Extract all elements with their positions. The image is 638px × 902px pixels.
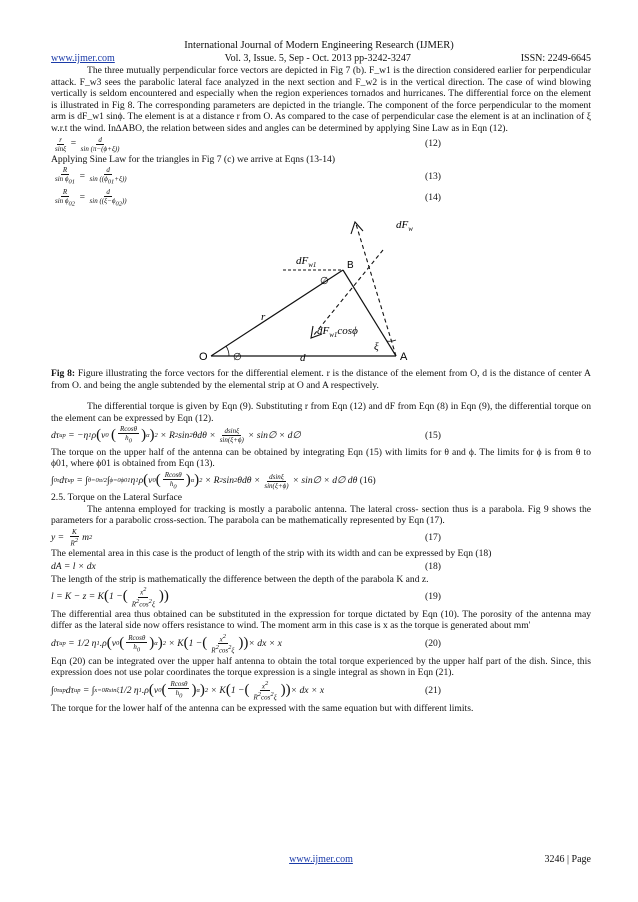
- equation-20: dτ up = 1/2 η 1 .ρ ( v 0 ( $\frac{Rcos\theta}{h_0}$ ) α ) 2 × K ( 1 − ( $\frac{x^2}{R^2\cos^2\xi}$ ) ) × dx × x (20): [51, 633, 591, 655]
- equation-14: $\frac{R}{\sin \phi_{02}}$ = $\frac{d}{\sin ((\xi-\phi_{02}))}$ (14): [51, 188, 591, 208]
- equation-12: $\frac{r}{\sin\xi}$ = $\frac{d}{\sin (\pi-(\phi+\xi))}$ (12): [51, 136, 591, 153]
- paragraph-2: Applying Sine Law for the triangles in Fig 7 (c) we arrive at Eqns (13-14): [51, 153, 336, 165]
- equation-17: y = $\frac{K}{R^2}$ m 2 (17): [51, 528, 591, 547]
- journal-link[interactable]: www.ijmer.com: [51, 53, 115, 64]
- paragraph-9: Eqn (20) can be integrated over the upper half antenna to obtain the total torque experienced by the upper half part of the dish. Since, this expression does not use polar coordinates the torque expression is a single integral as shown in Eqn (21).: [51, 655, 591, 679]
- paragraph-4: The torque on the upper half of the antenna can be obtained by integrating Eqn (15) with limits for θ and ϕ. The limits for ϕ is from θ to ϕ01, where ϕ01 is obtained from Eqn (13).: [51, 446, 591, 470]
- paragraph-3: The differential torque is given by Eqn (9). Substituting r from Eqn (12) and dF from Eqn (8) in Eqn (9), the differential torque on the element can be expressed by Eqn (12).: [51, 401, 591, 424]
- equation-16: ∫ 0 τ dτ up = ∫ θ=0 π/2 ∫ ϕ=0 ϕ01 η 1 ρ ( v 0 ( $\frac{Rcos\theta}{h_0}$ ) α ) 2 × R 2 sin 2 θdθ × $\frac{dsin\xi}{\sin(\xi+\phi)}$ × sin∅ × d∅ dθ (16): [51, 470, 376, 491]
- equation-21: ∫ 0 τup dτ up = ∫ x=0 Rsinξ 1/2 η 1 .ρ ( v 0 ( $\frac{Rcos\theta}{h_0}$ ) α ) 2 × K ( 1 − ( $\frac{x^2}{R^2\cos^2\xi}$ ) ) × dx × x (21): [51, 680, 591, 702]
- equation-number: (20): [425, 638, 441, 650]
- label-O: O: [199, 350, 208, 363]
- journal-title: International Journal of Modern Engineering Research (IJMER): [184, 40, 454, 51]
- equation-number: (15): [425, 429, 441, 441]
- equation-13: $\frac{R}{\sin \phi_{01}}$ = $\frac{d}{\sin ((\phi_{01}+\xi))}$ (13): [51, 166, 591, 186]
- label-dFw: $dF_w$: [396, 218, 413, 233]
- label-A: A: [400, 350, 408, 363]
- figure-8: [51, 214, 591, 364]
- equation-15: dτ up = −η 1 ρ ( v 0 ( $\frac{Rcos\theta}{h_0}$ ) α ) 2 × R 2 sin 2 θdθ × $\frac{dsin\xi}{\sin(\xi+\phi)}$ × sin∅ × d∅ (15): [51, 425, 591, 445]
- label-d: d: [300, 351, 306, 364]
- equation-number: (13): [425, 170, 441, 182]
- label-phi-B: ∅: [320, 275, 329, 287]
- footer-link[interactable]: www.ijmer.com: [289, 854, 353, 865]
- equation-19: l = K − z = K ( 1 − ( $\frac{x^2}{R^2\cos^2\xi}$ ) ) (19): [51, 586, 591, 608]
- paragraph-1: The three mutually perpendicular force vectors are depicted in Fig 7 (b). F_w1 is the direction considered earlier for perpendicular attack. F_w3 sees the parabolic lateral face analyzed in the next section and F_w2 is in the vertical direction. The case of wind blowing vertically is seldom encountered and especially when the region experiences tornados and hurricanes. The differential force on the element is illustrated in Fig 8. The corresponding parameters are depicted in the triangle. The component of the force perpendicular to the moment arm is dF_w1 sinϕ. The element is at a distance r from O. As compared to the case of perpendicular case the element is at an inclination of ξ w.r.t the wind. In∆ABO, the relation between sides and angles can be determined by applying Sine Law as in Eqn (12).: [51, 65, 591, 134]
- equation-number: (18): [425, 560, 441, 572]
- header-meta: [51, 53, 591, 64]
- figure-caption: Fig 8: Figure illustrating the force vectors for the differential element. r is the distance of the element from O, d is the distance of center A from O. and being the angle subtended by the elemental strip at O and A respectively.: [51, 367, 591, 391]
- paragraph-10: The torque for the lower half of the antenna can be expressed with the same equation but with different limits.: [51, 702, 474, 714]
- issn: ISSN: 2249-6645: [520, 53, 591, 64]
- paragraph-8: The differential area thus obtained can be substituted in the expression for torque dictated by Eqn (10). The porosity of the antenna may differ as the lateral side now offers resistance to wind. The moment arm in this case is x as the torque is generated about mm': [51, 608, 591, 632]
- paragraph-7: The length of the strip is mathematically the difference between the depth of the parabola K and z.: [51, 573, 429, 585]
- label-phi-O: ∅: [233, 351, 242, 363]
- equation-18: dA = l × dx (18): [51, 561, 591, 573]
- volume-info: Vol. 3, Issue. 5, Sep - Oct. 2013 pp-3242-3247: [224, 53, 411, 64]
- label-r: r: [261, 310, 266, 323]
- label-B: B: [347, 259, 354, 271]
- paper-body: [51, 65, 591, 714]
- paragraph-5: The antenna employed for tracking is mostly a parabolic antenna. The lateral cross- section thus is a parabola. Fig 9 shows the parameters for a parabolic cross-section. The parabola can be mathematically represented by Eqn (17).: [51, 503, 591, 527]
- label-dFw1cos: $dF_{w1}\cos\phi$: [317, 324, 358, 339]
- section-heading: 2.5. Torque on the Lateral Surface: [51, 492, 183, 504]
- paragraph-6: The elemental area in this case is the product of length of the strip with its width and can be expressed by Eqn (18): [51, 548, 492, 560]
- label-xi: ξ: [374, 340, 379, 353]
- equation-number: (12): [425, 138, 441, 150]
- equation-number: (21): [425, 684, 441, 696]
- equation-number: (17): [425, 531, 441, 543]
- force-diagram: [51, 214, 591, 364]
- page-number: 3246 | Page: [544, 854, 591, 865]
- label-dFw1: $dF_{w1}$: [296, 254, 317, 269]
- equation-number: (19): [425, 591, 441, 603]
- equation-number: (14): [425, 191, 441, 203]
